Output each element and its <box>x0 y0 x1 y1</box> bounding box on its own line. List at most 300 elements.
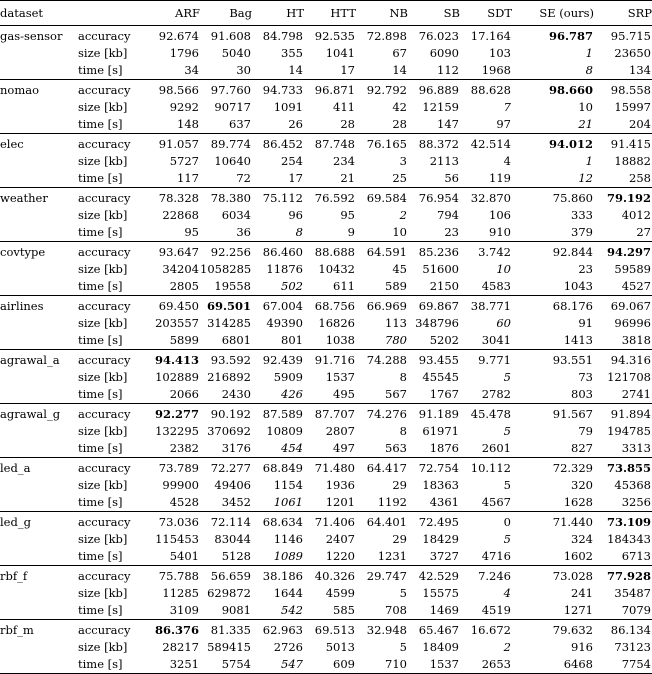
value-cell: 10 <box>392 225 407 239</box>
value-cell: 72 <box>236 171 251 185</box>
table-row <box>0 458 652 478</box>
value-cell: 91.608 <box>200 26 252 46</box>
value-cell: 3176 <box>221 441 251 455</box>
value-cell: 567 <box>385 387 407 401</box>
table-row <box>0 278 652 296</box>
value-cell: 542 <box>281 603 303 617</box>
value-cell: 17 <box>340 63 355 77</box>
value-cell: 45545 <box>422 370 459 384</box>
dataset-name: weather <box>0 188 74 208</box>
value-cell: 18882 <box>614 154 651 168</box>
metric-label: time [s] <box>78 279 123 293</box>
metric-label: size [kb] <box>78 532 128 546</box>
value-cell: 19558 <box>214 279 251 293</box>
value-cell: 6468 <box>512 656 594 674</box>
value-cell: 1413 <box>563 333 593 347</box>
value-cell: 96.871 <box>304 80 356 100</box>
value-cell: 94.413 <box>148 350 200 370</box>
header-ht: HT <box>252 1 304 26</box>
value-cell: 2113 <box>429 154 459 168</box>
value-cell: 96.787 <box>512 26 594 46</box>
value-cell: 12 <box>578 171 593 185</box>
dataset-name <box>0 639 74 656</box>
value-cell: 916 <box>571 640 593 654</box>
value-cell: 61971 <box>422 424 459 438</box>
value-cell: 3313 <box>621 441 651 455</box>
value-cell: 7079 <box>621 603 651 617</box>
value-cell: 1537 <box>408 656 460 674</box>
value-cell: 4519 <box>481 603 511 617</box>
value-cell: 88.628 <box>460 80 512 100</box>
table-row <box>0 369 652 386</box>
value-cell: 11285 <box>162 586 199 600</box>
value-cell: 40.326 <box>304 566 356 586</box>
value-cell: 426 <box>281 387 303 401</box>
value-cell: 1628 <box>563 495 593 509</box>
value-cell: 79 <box>578 424 593 438</box>
value-cell: 23 <box>444 225 459 239</box>
value-cell: 5 <box>399 640 407 654</box>
dataset-name <box>0 548 74 566</box>
value-cell: 147 <box>437 117 459 131</box>
header-dataset: dataset <box>0 1 74 26</box>
value-cell: 4567 <box>481 495 511 509</box>
value-cell: 38.186 <box>252 566 304 586</box>
value-cell: 216892 <box>207 370 251 384</box>
value-cell: 113 <box>385 316 407 330</box>
value-cell: 2407 <box>325 532 355 546</box>
metric-label: accuracy <box>74 458 148 478</box>
value-cell: 89.774 <box>200 134 252 154</box>
value-cell: 3727 <box>429 549 459 563</box>
table-row <box>0 26 652 46</box>
header-htt: HTT <box>304 1 356 26</box>
value-cell: 75.788 <box>148 566 200 586</box>
value-cell: 27 <box>636 225 651 239</box>
value-cell: 18409 <box>422 640 459 654</box>
value-cell: 75.860 <box>512 188 594 208</box>
value-cell: 1038 <box>325 333 355 347</box>
value-cell: 73.789 <box>148 458 200 478</box>
value-cell: 23650 <box>614 46 651 60</box>
value-cell: 73.109 <box>594 512 652 532</box>
metric-label: time [s] <box>78 171 123 185</box>
dataset-name <box>0 62 74 80</box>
value-cell: 314285 <box>207 316 251 330</box>
value-cell: 29.747 <box>356 566 408 586</box>
table-row <box>0 207 652 224</box>
dataset-name <box>0 207 74 224</box>
value-cell: 42.514 <box>460 134 512 154</box>
value-cell: 90.192 <box>200 404 252 424</box>
value-cell: 2782 <box>481 387 511 401</box>
header-metric <box>74 1 148 26</box>
value-cell: 73 <box>578 370 593 384</box>
value-cell: 3 <box>399 154 407 168</box>
value-cell: 45.478 <box>460 404 512 424</box>
metric-label: accuracy <box>74 80 148 100</box>
value-cell: 95 <box>340 208 355 222</box>
value-cell: 49390 <box>266 316 303 330</box>
metric-label: size [kb] <box>78 100 128 114</box>
value-cell: 86.460 <box>252 242 304 262</box>
dataset-name <box>0 332 74 350</box>
metric-label: accuracy <box>74 242 148 262</box>
value-cell: 75.112 <box>252 188 304 208</box>
value-cell: 119 <box>489 171 511 185</box>
dataset-name <box>0 423 74 440</box>
value-cell: 16826 <box>318 316 355 330</box>
value-cell: 72.898 <box>356 26 408 46</box>
value-cell: 1154 <box>273 478 303 492</box>
dataset-name <box>0 494 74 512</box>
value-cell: 1767 <box>429 387 459 401</box>
value-cell: 91.415 <box>594 134 652 154</box>
table-row <box>0 494 652 512</box>
value-cell: 42.529 <box>408 566 460 586</box>
value-cell: 9 <box>347 225 355 239</box>
value-cell: 9292 <box>169 100 199 114</box>
value-cell: 1091 <box>273 100 303 114</box>
value-cell: 60 <box>496 316 511 330</box>
value-cell: 4528 <box>169 495 199 509</box>
value-cell: 91.057 <box>148 134 200 154</box>
table-row <box>0 656 652 674</box>
value-cell: 2382 <box>169 441 199 455</box>
metric-label: size [kb] <box>78 586 128 600</box>
value-cell: 85.236 <box>408 242 460 262</box>
value-cell: 801 <box>281 333 303 347</box>
value-cell: 1089 <box>273 549 303 563</box>
dataset-name <box>0 224 74 242</box>
value-cell: 72.277 <box>200 458 252 478</box>
value-cell: 69.450 <box>148 296 200 316</box>
value-cell: 4 <box>503 154 511 168</box>
value-cell: 4583 <box>481 279 511 293</box>
header-bag: Bag <box>200 1 252 26</box>
value-cell: 1936 <box>325 478 355 492</box>
dataset-name: nomao <box>0 80 74 100</box>
value-cell: 94.297 <box>594 242 652 262</box>
value-cell: 66.969 <box>356 296 408 316</box>
value-cell: 93.551 <box>512 350 594 370</box>
value-cell: 6713 <box>621 549 651 563</box>
value-cell: 93.647 <box>148 242 200 262</box>
value-cell: 585 <box>333 603 355 617</box>
value-cell: 1271 <box>563 603 593 617</box>
value-cell: 589415 <box>207 640 251 654</box>
value-cell: 99900 <box>162 478 199 492</box>
value-cell: 4012 <box>621 208 651 222</box>
value-cell: 2601 <box>481 441 511 455</box>
value-cell: 77.928 <box>594 566 652 586</box>
table-row <box>0 134 652 154</box>
metric-label: accuracy <box>74 296 148 316</box>
metric-label: accuracy <box>74 26 148 46</box>
metric-label: accuracy <box>74 404 148 424</box>
value-cell: 254 <box>281 154 303 168</box>
value-cell: 65.467 <box>408 620 460 640</box>
value-cell: 71.406 <box>304 512 356 532</box>
value-cell: 495 <box>333 387 355 401</box>
dataset-name: elec <box>0 134 74 154</box>
value-cell: 76.592 <box>304 188 356 208</box>
value-cell: 184343 <box>607 532 651 546</box>
metric-label: time [s] <box>78 441 123 455</box>
value-cell: 76.954 <box>408 188 460 208</box>
value-cell: 8 <box>585 63 593 77</box>
table-row <box>0 531 652 548</box>
value-cell: 59589 <box>614 262 651 276</box>
value-cell: 17 <box>288 171 303 185</box>
value-cell: 324 <box>571 532 593 546</box>
value-cell: 79.632 <box>512 620 594 640</box>
dataset-name <box>0 261 74 278</box>
value-cell: 32.948 <box>356 620 408 640</box>
value-cell: 23 <box>578 262 593 276</box>
value-cell: 94.733 <box>252 80 304 100</box>
value-cell: 609 <box>304 656 356 674</box>
value-cell: 2430 <box>221 387 251 401</box>
dataset-name: agrawal_g <box>0 404 74 424</box>
value-cell: 69.067 <box>594 296 652 316</box>
value-cell: 1201 <box>325 495 355 509</box>
value-cell: 71.480 <box>304 458 356 478</box>
value-cell: 241 <box>571 586 593 600</box>
table-row <box>0 188 652 208</box>
value-cell: 28 <box>392 117 407 131</box>
table-row <box>0 440 652 458</box>
table-row <box>0 62 652 80</box>
value-cell: 14 <box>392 63 407 77</box>
value-cell: 2150 <box>429 279 459 293</box>
value-cell: 1231 <box>377 549 407 563</box>
value-cell: 563 <box>385 441 407 455</box>
metric-label: time [s] <box>78 387 123 401</box>
value-cell: 73.028 <box>512 566 594 586</box>
value-cell: 10 <box>496 262 511 276</box>
value-cell: 708 <box>385 603 407 617</box>
table-row <box>0 332 652 350</box>
metric-label: accuracy <box>74 188 148 208</box>
value-cell: 1192 <box>377 495 407 509</box>
value-cell: 1043 <box>563 279 593 293</box>
value-cell: 18363 <box>422 478 459 492</box>
table-row <box>0 315 652 332</box>
value-cell: 73.855 <box>594 458 652 478</box>
value-cell: 42 <box>392 100 407 114</box>
dataset-name: agrawal_a <box>0 350 74 370</box>
value-cell: 86.452 <box>252 134 304 154</box>
value-cell: 629872 <box>207 586 251 600</box>
value-cell: 203557 <box>155 316 199 330</box>
value-cell: 93.592 <box>200 350 252 370</box>
dataset-name <box>0 369 74 386</box>
value-cell: 4 <box>503 586 511 600</box>
value-cell: 30 <box>236 63 251 77</box>
value-cell: 5909 <box>273 370 303 384</box>
value-cell: 4527 <box>621 279 651 293</box>
value-cell: 91.189 <box>408 404 460 424</box>
value-cell: 2066 <box>169 387 199 401</box>
dataset-name <box>0 45 74 62</box>
value-cell: 12159 <box>422 100 459 114</box>
value-cell: 0 <box>460 512 512 532</box>
metric-label: size [kb] <box>78 370 128 384</box>
table-row <box>0 404 652 424</box>
metric-label: accuracy <box>74 350 148 370</box>
value-cell: 17.164 <box>460 26 512 46</box>
value-cell: 91 <box>578 316 593 330</box>
value-cell: 7754 <box>594 656 652 674</box>
metric-label: size [kb] <box>78 208 128 222</box>
value-cell: 67.004 <box>252 296 304 316</box>
dataset-name: rbf_f <box>0 566 74 586</box>
value-cell: 10809 <box>266 424 303 438</box>
value-cell: 73.036 <box>148 512 200 532</box>
table-row <box>0 602 652 620</box>
value-cell: 5 <box>503 478 511 492</box>
value-cell: 29 <box>392 532 407 546</box>
value-cell: 1796 <box>169 46 199 60</box>
value-cell: 91.716 <box>304 350 356 370</box>
table-row <box>0 566 652 586</box>
value-cell: 98.558 <box>594 80 652 100</box>
value-cell: 2 <box>503 640 511 654</box>
dataset-name <box>0 315 74 332</box>
table-row <box>0 296 652 316</box>
metric-label: accuracy <box>74 512 148 532</box>
value-cell: 1146 <box>273 532 303 546</box>
value-cell: 96996 <box>614 316 651 330</box>
table-row <box>0 242 652 262</box>
value-cell: 7.246 <box>460 566 512 586</box>
header-srp: SRP <box>594 1 652 26</box>
value-cell: 15575 <box>422 586 459 600</box>
value-cell: 2726 <box>273 640 303 654</box>
dataset-name: led_a <box>0 458 74 478</box>
value-cell: 10 <box>578 100 593 114</box>
value-cell: 68.849 <box>252 458 304 478</box>
value-cell: 49406 <box>214 478 251 492</box>
value-cell: 4361 <box>429 495 459 509</box>
metric-label: time [s] <box>78 117 123 131</box>
table-row <box>0 620 652 640</box>
value-cell: 87.589 <box>252 404 304 424</box>
table-row <box>0 116 652 134</box>
value-cell: 92.256 <box>200 242 252 262</box>
value-cell: 6090 <box>429 46 459 60</box>
value-cell: 51600 <box>422 262 459 276</box>
value-cell: 121708 <box>607 370 651 384</box>
value-cell: 21 <box>578 117 593 131</box>
value-cell: 72.114 <box>200 512 252 532</box>
value-cell: 9081 <box>221 603 251 617</box>
value-cell: 5 <box>503 532 511 546</box>
table-row <box>0 512 652 532</box>
dataset-name: gas-sensor <box>0 26 74 46</box>
value-cell: 45368 <box>614 478 651 492</box>
value-cell: 88.372 <box>408 134 460 154</box>
value-cell: 86.134 <box>594 620 652 640</box>
value-cell: 76.165 <box>356 134 408 154</box>
value-cell: 90717 <box>214 100 251 114</box>
dataset-name <box>0 440 74 458</box>
value-cell: 38.771 <box>460 296 512 316</box>
value-cell: 9.771 <box>460 350 512 370</box>
value-cell: 780 <box>385 333 407 347</box>
value-cell: 95.715 <box>594 26 652 46</box>
value-cell: 8 <box>399 370 407 384</box>
value-cell: 45 <box>392 262 407 276</box>
value-cell: 69.867 <box>408 296 460 316</box>
value-cell: 68.634 <box>252 512 304 532</box>
value-cell: 2805 <box>169 279 199 293</box>
value-cell: 3041 <box>481 333 511 347</box>
value-cell: 148 <box>177 117 199 131</box>
value-cell: 71.440 <box>512 512 594 532</box>
value-cell: 97 <box>496 117 511 131</box>
table-row <box>0 45 652 62</box>
value-cell: 5 <box>503 370 511 384</box>
table-row <box>0 423 652 440</box>
value-cell: 97.760 <box>200 80 252 100</box>
value-cell: 10.112 <box>460 458 512 478</box>
value-cell: 5899 <box>169 333 199 347</box>
value-cell: 91.894 <box>594 404 652 424</box>
value-cell: 96 <box>288 208 303 222</box>
value-cell: 79.192 <box>594 188 652 208</box>
value-cell: 5727 <box>169 154 199 168</box>
metric-label: size [kb] <box>78 424 128 438</box>
header-nb: NB <box>356 1 408 26</box>
value-cell: 92.674 <box>148 26 200 46</box>
dataset-name <box>0 477 74 494</box>
value-cell: 134 <box>629 63 651 77</box>
value-cell: 2 <box>399 208 407 222</box>
metric-label: time [s] <box>78 549 123 563</box>
value-cell: 1602 <box>563 549 593 563</box>
value-cell: 94.012 <box>512 134 594 154</box>
header-se-ours: SE (ours) <box>512 1 594 26</box>
value-cell: 98.566 <box>148 80 200 100</box>
value-cell: 8 <box>399 424 407 438</box>
value-cell: 411 <box>333 100 355 114</box>
value-cell: 132295 <box>155 424 199 438</box>
table-row <box>0 350 652 370</box>
value-cell: 1 <box>585 46 593 60</box>
value-cell: 73123 <box>614 640 651 654</box>
table-row <box>0 477 652 494</box>
dataset-name <box>0 531 74 548</box>
value-cell: 4716 <box>481 549 511 563</box>
value-cell: 2807 <box>325 424 355 438</box>
value-cell: 258 <box>629 171 651 185</box>
value-cell: 76.023 <box>408 26 460 46</box>
value-cell: 115453 <box>155 532 199 546</box>
value-cell: 26 <box>288 117 303 131</box>
value-cell: 64.401 <box>356 512 408 532</box>
value-cell: 28 <box>340 117 355 131</box>
value-cell: 4599 <box>325 586 355 600</box>
metric-label: size [kb] <box>78 640 128 654</box>
value-cell: 106 <box>489 208 511 222</box>
metric-label: accuracy <box>74 620 148 640</box>
value-cell: 87.748 <box>304 134 356 154</box>
metric-label: time [s] <box>78 603 123 617</box>
value-cell: 2741 <box>621 387 651 401</box>
value-cell: 348796 <box>415 316 459 330</box>
